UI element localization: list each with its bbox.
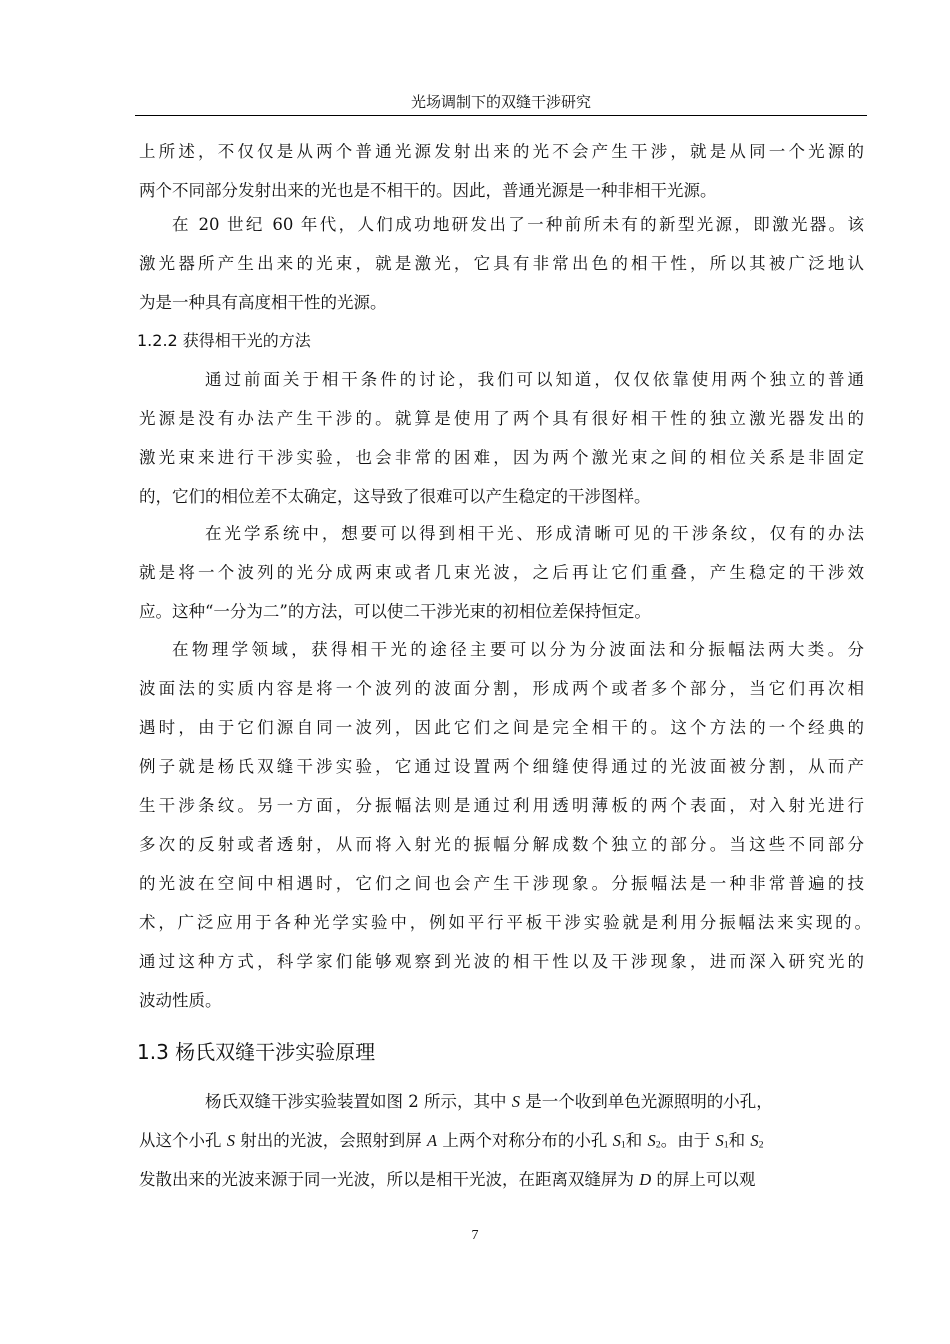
- paragraph-line: 在 20 世纪 60 年代，人们成功地研发出了一种前所未有的新型光源，即激光器。该: [172, 215, 864, 234]
- symbol-s: S: [511, 1092, 520, 1111]
- paragraph-line: [205, 1090, 864, 1114]
- page-header: [135, 92, 867, 116]
- text-run: 是一个收到单色光源照明的小孔，: [525, 1092, 773, 1111]
- subscript-1: 1: [723, 1139, 729, 1151]
- paragraph-line: 通过这种方式，科学家们能够观察到光波的相干性以及干涉现象，进而深入研究光的: [139, 952, 864, 971]
- paragraph-line: 上所述，不仅仅是从两个普通光源发射出来的光不会产生干涉，就是从同一个光源的: [139, 142, 864, 161]
- paragraph-line: 就是将一个波列的光分成两束或者几束光波，之后再让它们重叠，产生稳定的干涉效: [139, 563, 864, 582]
- symbol-a: A: [427, 1131, 438, 1150]
- subsection-heading: 1.2.2 获得相干光的方法: [137, 331, 311, 350]
- subscript-2: 2: [655, 1139, 661, 1151]
- text-run: 。由于: [660, 1131, 711, 1150]
- paragraph-line: 波动性质。: [139, 991, 222, 1010]
- paragraph-line: 通过前面关于相干条件的讨论，我们可以知道，仅仅依靠使用两个独立的普通: [205, 370, 864, 389]
- paragraph-line: 应。这种“一分为二”的方法，可以使二干涉光束的初相位差保持恒定。: [139, 602, 651, 621]
- text-run: 上两个对称分布的小孔: [442, 1131, 608, 1150]
- paragraph-line: [139, 1168, 864, 1192]
- paragraph-line: 多次的反射或者透射，从而将入射光的振幅分解成数个独立的部分。当这些不同部分: [139, 835, 864, 854]
- paragraph-line: 的光波在空间中相遇时，它们之间也会产生干涉现象。分振幅法是一种非常普遍的技: [139, 874, 864, 893]
- paragraph-line: 为是一种具有高度相干性的光源。: [139, 293, 387, 312]
- paragraph-line: 例子就是杨氏双缝干涉实验，它通过设置两个细缝使得通过的光波面被分割，从而产: [139, 757, 864, 776]
- symbol-d: D: [639, 1170, 652, 1189]
- symbol-s1: S: [715, 1131, 724, 1150]
- paragraph-line: 在光学系统中，想要可以得到相干光、形成清晰可见的干涉条纹，仅有的办法: [205, 524, 864, 543]
- paragraph-line: 在物理学领域，获得相干光的途径主要可以分为分波面法和分振幅法两大类。分: [172, 640, 864, 659]
- paragraph-line: [139, 1129, 864, 1157]
- text-run: 发散出来的光波来源于同一光波，所以是相干光波，在距离双缝屏为: [139, 1170, 634, 1189]
- text-run: 和: [728, 1131, 746, 1150]
- paragraph-line: 光源是没有办法产生干涉的。就算是使用了两个具有很好相干性的独立激光器发出的: [139, 409, 864, 428]
- paragraph-line: 两个不同部分发射出来的光也是不相干的。因此，普通光源是一种非相干光源。: [139, 181, 717, 200]
- paragraph-line: 术，广泛应用于各种光学实验中，例如平行平板干涉实验就是利用分振幅法来实现的。: [139, 913, 871, 932]
- text-run: 射出的光波，会照射到屏: [240, 1131, 422, 1150]
- paragraph-line: 激光器所产生出来的光束，就是激光，它具有非常出色的相干性，所以其被广泛地认: [139, 254, 864, 273]
- section-heading: 1.3 杨氏双缝干涉实验原理: [137, 1040, 376, 1064]
- symbol-s2: S: [750, 1131, 759, 1150]
- symbol-s1: S: [612, 1131, 621, 1150]
- text-run: 的屏上可以观: [656, 1170, 756, 1189]
- symbol-s: S: [226, 1131, 235, 1150]
- text-run: 从这个小孔: [139, 1131, 222, 1150]
- paragraph-line: 波面法的实质内容是将一个波列的波面分割，形成两个或者多个部分，当它们再次相: [139, 679, 864, 698]
- subscript-1: 1: [620, 1139, 626, 1151]
- text-run: 杨氏双缝干涉实验装置如图 2 所示，其中: [205, 1092, 507, 1111]
- paragraph-line: 的，它们的相位差不太确定，这导致了很难可以产生稳定的干涉图样。: [139, 487, 651, 506]
- subscript-2: 2: [758, 1139, 764, 1151]
- paragraph-line: 激光束来进行干涉实验，也会非常的困难，因为两个激光束之间的相位关系是非固定: [139, 448, 864, 467]
- paragraph-line: 遇时，由于它们源自同一波列，因此它们之间是完全相干的。这个方法的一个经典的: [139, 718, 864, 737]
- text-run: 和: [625, 1131, 643, 1150]
- symbol-s2: S: [647, 1131, 656, 1150]
- page-number: 7: [471, 1228, 479, 1243]
- paragraph-line: 生干涉条纹。另一方面，分振幅法则是通过利用透明薄板的两个表面，对入射光进行: [139, 796, 864, 815]
- header-title: 光场调制下的双缝干涉研究: [410, 93, 591, 111]
